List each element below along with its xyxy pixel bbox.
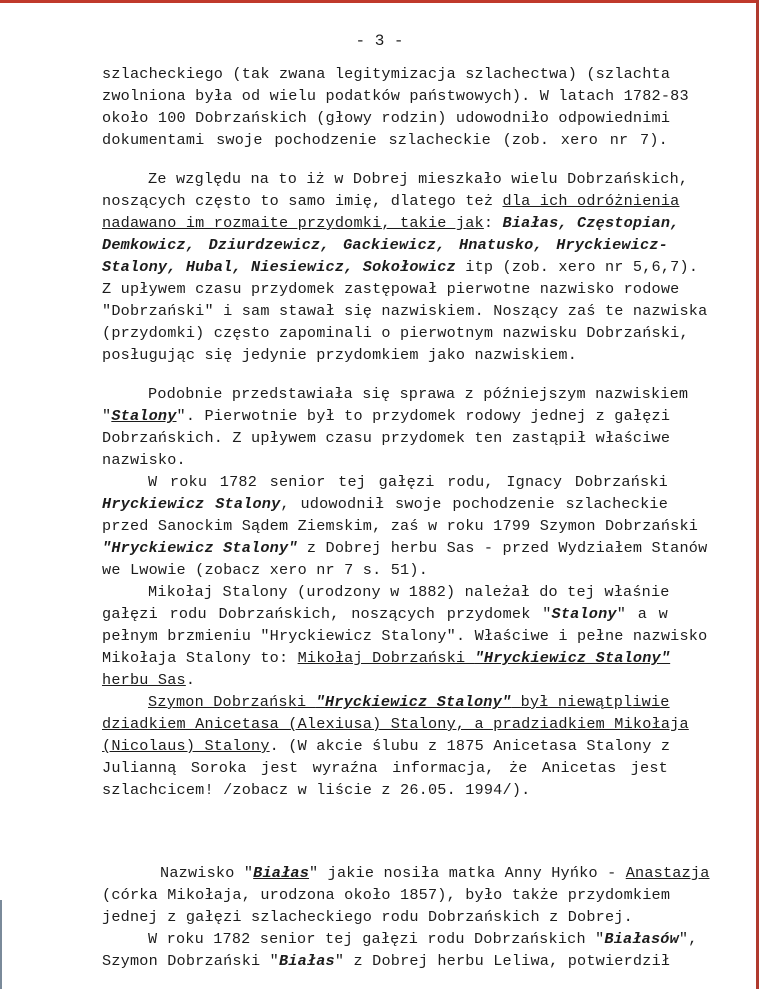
text-run: Ze względu na to iż w Dobrej mieszkało wielu Dobrzańskich, bbox=[148, 170, 689, 188]
text-run: Białas, Częstopian, bbox=[502, 214, 680, 232]
text-run: pełnym brzmieniu bbox=[102, 627, 261, 645]
text-run: W roku 1782 senior tej gałęzi rodu Dobrzańskich " bbox=[148, 930, 605, 948]
text-run: (przydomki) często zapominali o pierwotnym nazwisku Dobrzański, bbox=[102, 324, 689, 342]
text-run: ", bbox=[678, 930, 698, 948]
text-line bbox=[102, 453, 668, 468]
text-run: to: bbox=[251, 649, 298, 667]
text-run: szlachcicem! /zobacz w liście z 26.05. 1994/). bbox=[102, 781, 531, 799]
text-line bbox=[102, 607, 668, 622]
text-run: ). bbox=[649, 131, 668, 149]
scan-edge-top bbox=[0, 0, 759, 3]
text-line bbox=[102, 673, 668, 688]
text-run: " bbox=[102, 407, 112, 425]
text-run: itp bbox=[455, 258, 494, 276]
text-run: ). bbox=[679, 258, 699, 276]
text-run: Szymon Dobrzański bbox=[539, 517, 699, 535]
text-run: noszących często to samo imię, dlatego też bbox=[102, 192, 503, 210]
text-run: " jakie nosiła matka Anny Hyńko - bbox=[309, 864, 626, 882]
text-run: i sam stawał się nazwiskiem. Noszący zaś te nazwiska bbox=[213, 302, 708, 320]
text-run: Ignacy Dobrzański bbox=[506, 473, 668, 491]
text-run: Stalony bbox=[551, 605, 617, 623]
text-run: z Dobrej herbu Sas bbox=[297, 539, 475, 557]
text-line bbox=[102, 214, 680, 232]
text-line bbox=[148, 585, 668, 600]
text-run: "Hryckiewicz Stalony" bbox=[102, 539, 298, 557]
text-run: Z upływem czasu przydomek zastępował pierwotne nazwisko rodowe bbox=[102, 280, 680, 298]
text-run: . bbox=[185, 671, 196, 689]
text-run: nr 7 bbox=[609, 131, 650, 149]
text-run: około 100 Dobrzańskich (głowy rodzin) udowodniło odpowiednimi bbox=[102, 109, 671, 127]
text-run: Nazwisko " bbox=[160, 864, 254, 882]
text-run: Białas bbox=[278, 952, 335, 970]
text-line bbox=[102, 407, 671, 425]
text-run: Demkowicz, Dziurdzewicz, Gackiewicz, Hnatusko, Hryckiewicz- bbox=[102, 236, 668, 254]
text-line bbox=[102, 910, 668, 925]
text-run: herbu Sas bbox=[102, 671, 186, 689]
text-run: nazwisko. bbox=[102, 451, 186, 469]
text-run: Białasów bbox=[604, 930, 679, 948]
text-line bbox=[102, 65, 671, 83]
text-run: we Lwowie (zobacz xero bbox=[102, 561, 317, 579]
text-line bbox=[102, 783, 668, 798]
text-line bbox=[148, 930, 698, 948]
text-line bbox=[102, 761, 668, 776]
text-line bbox=[102, 302, 708, 320]
text-run: , udowodnił swoje pochodzenie szlacheckie bbox=[280, 495, 669, 513]
text-line bbox=[102, 649, 671, 667]
text-run: nr 5,6,7 bbox=[604, 258, 680, 276]
text-line bbox=[102, 886, 671, 904]
text-line bbox=[160, 864, 710, 882]
text-run: Stalony, Hubal, Niesiewicz, Sokołowicz bbox=[102, 258, 456, 276]
text-run: " bbox=[260, 952, 279, 970]
text-run: Mikołaj Dobrzański bbox=[297, 649, 475, 667]
text-run: Podobnie przedstawiała się sprawa z późniejszym nazwiskiem bbox=[148, 385, 689, 403]
text-run: dziadkiem Anicetasa (Alexiusa) Stalony, a pradziadkiem Mikołaja bbox=[102, 715, 689, 733]
text-line bbox=[102, 258, 699, 276]
text-run: zwolniona była od wielu podatków państwowych). W latach 1782-83 bbox=[102, 87, 689, 105]
text-run: (Nicolaus) Stalony bbox=[102, 737, 270, 755]
text-run: "Dobrzański" bbox=[102, 302, 214, 320]
text-run: . (W akcie ślubu z 1875 Anicetasa Stalony z bbox=[269, 737, 671, 755]
text-run: dokumentami swoje pochodzenie szlacheckie (zob. xero bbox=[102, 131, 610, 149]
text-run: gałęzi rodu Dobrzańskich, noszących przydomek " bbox=[102, 605, 552, 623]
text-run: szlacheckiego (tak zwana legitymizacja szlachectwa) (szlachta bbox=[102, 65, 671, 83]
text-run: , potwierdził bbox=[549, 952, 671, 970]
text-line bbox=[148, 475, 668, 490]
text-run: - przed Wydziałem Stanów bbox=[474, 539, 708, 557]
text-line bbox=[102, 87, 689, 105]
text-line bbox=[102, 737, 671, 755]
text-run: ". Pierwotnie był to przydomek rodowy jednej z gałęzi bbox=[176, 407, 671, 425]
text-line bbox=[102, 429, 671, 447]
text-run: (córka Mikołaja, urodzona około 1857), było także przydomkiem bbox=[102, 886, 671, 904]
text-run: Julianną Soroka jest wyraźna informacja, że Anicetas jest bbox=[102, 759, 668, 777]
scan-edge-left bbox=[0, 900, 2, 989]
text-run: nadawano im rozmaite przydomki, takie jak bbox=[102, 214, 484, 232]
text-line bbox=[102, 563, 668, 578]
text-run: Stalony bbox=[111, 407, 177, 425]
text-line bbox=[148, 695, 668, 710]
text-run: Mikołaja Stalony bbox=[102, 649, 252, 667]
text-line bbox=[102, 497, 668, 512]
text-run: Szymon Dobrzański bbox=[148, 693, 316, 711]
text-run: Białas bbox=[253, 864, 310, 882]
page-number: - 3 - bbox=[355, 32, 404, 50]
text-line bbox=[102, 324, 689, 342]
text-run: z Dobrej herbu Leliwa bbox=[353, 952, 550, 970]
text-run: dla ich odróżnienia bbox=[502, 192, 680, 210]
text-run: (zob. xero bbox=[493, 258, 605, 276]
text-line bbox=[102, 192, 680, 210]
text-run: "Hryckiewicz Stalony" bbox=[315, 693, 512, 711]
text-run: był niewątpliwie bbox=[511, 693, 670, 711]
text-run: "Hryckiewicz Stalony" bbox=[260, 627, 456, 645]
text-line bbox=[102, 952, 671, 970]
text-run: przed Sanockim Sądem Ziemskim, zaś w roku 1799 bbox=[102, 517, 540, 535]
text-run: jednej z gałęzi szlacheckiego rodu Dobrzańskich z Dobrej. bbox=[102, 908, 633, 926]
text-run: "Hryckiewicz Stalony" bbox=[474, 649, 671, 667]
text-run: " a w bbox=[616, 605, 668, 623]
text-run: Mikołaj Stalony bbox=[148, 583, 288, 601]
text-run: . Właściwe i pełne nazwisko bbox=[455, 627, 708, 645]
text-run: Dobrzańskich. Z upływem czasu przydomek ten zastąpił właściwe bbox=[102, 429, 671, 447]
text-line bbox=[102, 517, 699, 535]
text-run: ). bbox=[409, 561, 429, 579]
text-run: Anastazja bbox=[625, 864, 710, 882]
text-line bbox=[148, 170, 689, 188]
text-line bbox=[102, 348, 668, 363]
text-run: nr 7 s. 51 bbox=[316, 561, 410, 579]
text-run: : bbox=[483, 214, 503, 232]
text-line bbox=[102, 238, 668, 253]
text-line bbox=[148, 385, 689, 403]
text-run: (urodzony w 1882) należał do tej właśnie bbox=[287, 583, 670, 601]
text-line bbox=[102, 715, 689, 733]
text-line bbox=[102, 627, 708, 645]
text-run: Szymon Dobrzański bbox=[102, 952, 261, 970]
text-line bbox=[102, 280, 680, 298]
text-line bbox=[102, 539, 708, 557]
text-run: " bbox=[334, 952, 354, 970]
text-line bbox=[102, 109, 671, 127]
text-run: posługując się jedynie przydomkiem jako nazwiskiem. bbox=[102, 346, 578, 364]
text-run: Hryckiewicz Stalony bbox=[102, 495, 281, 513]
text-line bbox=[102, 133, 668, 148]
text-run: W roku 1782 senior tej gałęzi rodu, bbox=[148, 473, 507, 491]
